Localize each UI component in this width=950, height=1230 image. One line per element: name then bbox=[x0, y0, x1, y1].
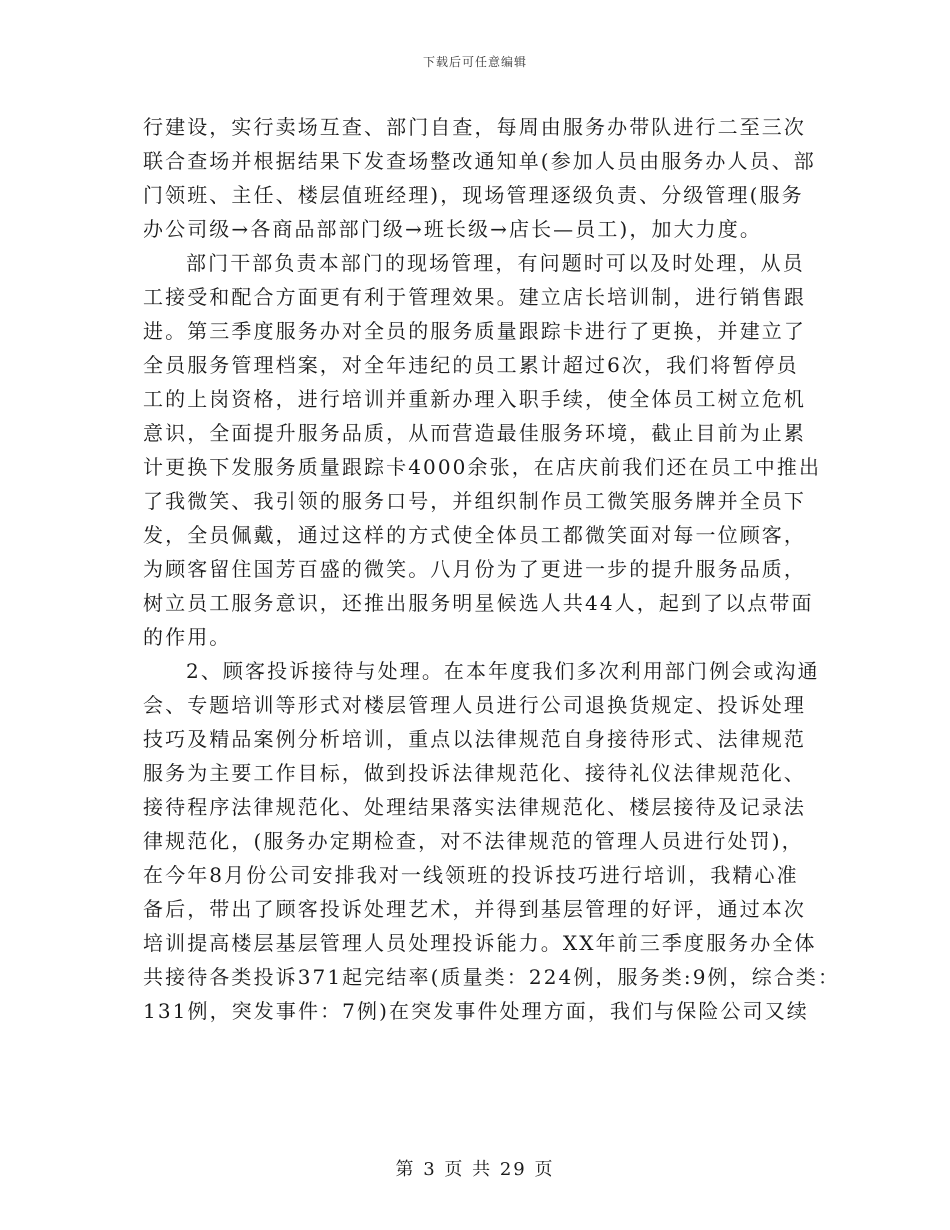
text-line: 工的上岗资格，进行培训并重新办理入职手续，使全体员工树立危机 bbox=[143, 387, 806, 411]
text-line: 了我微笑、我引领的服务口号，并组织制作员工微笑服务牌并全员下 bbox=[143, 489, 806, 513]
text-line: 办公司级→各商品部部门级→班长级→店长—员工)，加大力度。 bbox=[143, 217, 762, 241]
paragraph-start-line: 2、顾客投诉接待与处理。在本年度我们多次利用部门例会或沟通 bbox=[186, 659, 820, 683]
text-line: 接待程序法律规范化、处理结果落实法律规范化、楼层接待及记录法 bbox=[143, 795, 806, 819]
text-line: 在今年8月份公司安排我对一线领班的投诉技巧进行培训，我精心准 bbox=[143, 863, 799, 887]
text-line: 计更换下发服务质量跟踪卡4000余张，在店庆前我们还在员工中推出 bbox=[143, 455, 822, 479]
text-line: 树立员工服务意识，还推出服务明星候选人共44人，起到了以点带面 bbox=[143, 591, 814, 615]
text-line: 共接待各类投诉371起完结率(质量类：224例，服务类:9例，综合类： bbox=[143, 965, 841, 989]
text-line: 门领班、主任、楼层值班经理)，现场管理逐级负责、分级管理(服务 bbox=[143, 183, 804, 207]
text-line: 进。第三季度服务办对全员的服务质量跟踪卡进行了更换，并建立了 bbox=[143, 319, 806, 343]
text-line: 发，全员佩戴，通过这样的方式使全体员工都微笑面对每一位顾客， bbox=[143, 523, 806, 547]
text-line: 服务为主要工作目标，做到投诉法律规范化、接待礼仪法律规范化、 bbox=[143, 761, 806, 785]
text-line: 技巧及精品案例分析培训，重点以法律规范自身接待形式、法律规范 bbox=[143, 727, 806, 751]
text-line: 备后，带出了顾客投诉处理艺术，并得到基层管理的好评，通过本次 bbox=[143, 897, 806, 921]
text-line: 培训提高楼层基层管理人员处理投诉能力。XX年前三季度服务办全体 bbox=[143, 931, 817, 955]
text-line: 的作用。 bbox=[143, 625, 232, 649]
page-header: 下载后可任意编辑 bbox=[422, 55, 527, 69]
text-line: 意识，全面提升服务品质，从而营造最佳服务环境，截止目前为止累 bbox=[143, 421, 806, 445]
text-line: 联合查场并根据结果下发查场整改通知单(参加人员由服务办人员、部 bbox=[143, 149, 816, 173]
document-body bbox=[143, 110, 841, 1028]
text-line: 131例，突发事件：7例)在突发事件处理方面，我们与保险公司又续 bbox=[143, 999, 809, 1023]
text-line: 行建设，实行卖场互查、部门自查，每周由服务办带队进行二至三次 bbox=[143, 115, 806, 139]
text-line: 全员服务管理档案，对全年违纪的员工累计超过6次，我们将暂停员 bbox=[143, 353, 799, 377]
text-line: 为顾客留住国芳百盛的微笑。八月份为了更进一步的提升服务品质， bbox=[143, 557, 806, 581]
paragraph-start-line: 部门干部负责本部门的现场管理，有问题时可以及时处理，从员 bbox=[186, 251, 805, 275]
text-line: 会、专题培训等形式对楼层管理人员进行公司退换货规定、投诉处理 bbox=[143, 693, 806, 717]
text-line: 工接受和配合方面更有利于管理效果。建立店长培训制，进行销售跟 bbox=[143, 285, 806, 309]
page-number-footer: 第 3 页 共 29 页 bbox=[395, 1159, 555, 1180]
text-line: 律规范化，(服务办定期检查，对不法律规范的管理人员进行处罚)， bbox=[143, 829, 804, 853]
